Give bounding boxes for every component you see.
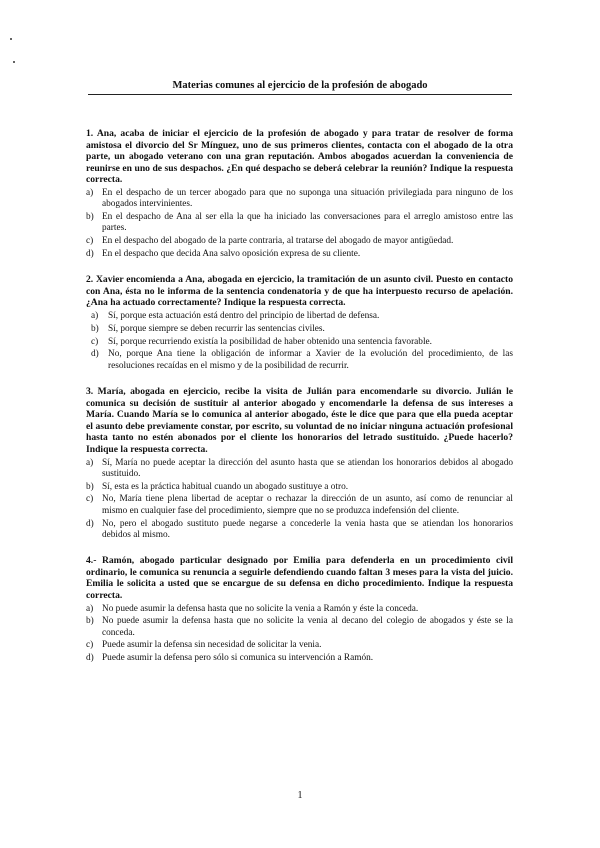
exam-content	[86, 128, 513, 679]
question-stem: 2. Xavier encomienda a Ana, abogada en ejercicio, la tramitación de un asunto civil. Puesto en contacto con Ana, ésta no le informa de la sentencia condenatoria y de que ha interpuesto recurso de apelación. ¿Ana ha actuado correctamente? Indique la respuesta correcta.	[86, 274, 513, 309]
answer-option-b	[86, 212, 513, 235]
option-text: En el despacho de un tercer abogado para que no suponga una situación privilegiada para ninguno de los abogados intervinientes.	[102, 187, 513, 210]
option-text: En el despacho que decida Ana salvo oposición expresa de su cliente.	[102, 248, 361, 259]
option-text: No, María tiene plena libertad de aceptar o rechazar la dirección de un asunto, así como de renunciar al mismo en cualquier fase del procedimiento, siempre que no se produzca indefensión del cliente.	[102, 494, 513, 516]
answer-option-c	[86, 494, 513, 517]
answer-option-c	[86, 640, 513, 651]
answer-options	[86, 311, 513, 372]
option-text: Sí, porque recurriendo existía la posibilidad de haber obtenido una sentencia favorable.	[108, 336, 432, 347]
option-text: Puede asumir la defensa pero sólo si comunica su intervención a Ramón.	[102, 653, 374, 664]
answer-option-b	[86, 616, 513, 639]
answer-option-b	[86, 324, 513, 335]
option-letter: b)	[86, 481, 94, 492]
option-letter: b)	[91, 323, 99, 334]
option-text: No, porque Ana tiene la obligación de informar a Xavier de la evolución del procedimiento, de las resoluciones recaídas en el mismo y de la posibilidad de recurrir.	[108, 349, 513, 371]
option-letter: d)	[91, 349, 99, 360]
option-letter: d)	[86, 653, 94, 664]
answer-option-a	[86, 311, 513, 322]
option-text: En el despacho del abogado de la parte contraria, al tratarse del abogado de mayor antigüedad.	[102, 236, 454, 247]
answer-options	[86, 604, 513, 665]
option-text: Puede asumir la defensa sin necesidad de solicitar la venia.	[102, 640, 322, 651]
scan-speck	[10, 38, 12, 40]
answer-option-d	[86, 249, 513, 260]
option-letter: c)	[86, 494, 94, 505]
option-letter: d)	[86, 248, 94, 259]
page-header-title: Materias comunes al ejercicio de la profesión de abogado	[172, 80, 428, 91]
option-letter: b)	[86, 212, 94, 223]
option-letter: b)	[86, 616, 94, 627]
option-text: Sí, María no puede aceptar la dirección del asunto hasta que se atiendan los honorarios debidos al abogado sustituido.	[102, 457, 513, 479]
option-letter: d)	[86, 518, 94, 529]
answer-option-b	[86, 482, 513, 493]
option-letter: a)	[91, 311, 99, 322]
question-3	[86, 386, 513, 541]
answer-option-d	[86, 519, 513, 542]
answer-option-a	[86, 188, 513, 211]
scan-speck	[13, 61, 15, 63]
option-letter: a)	[86, 187, 94, 198]
option-letter: a)	[86, 457, 94, 468]
answer-option-a	[86, 604, 513, 615]
option-letter: c)	[91, 336, 99, 347]
header-divider	[88, 94, 512, 95]
option-letter: c)	[86, 236, 94, 247]
answer-option-c	[86, 337, 513, 348]
page-number: 1	[297, 790, 303, 801]
question-stem: 3. María, abogada en ejercicio, recibe la visita de Julián para encomendarle su divorcio. Julián le comunica su decisión de sustituir al anterior abogado y encomendarle la defensa de sus intereses a María. Cuando María se lo comunica al anterior abogado, éste le dice que para que ella pueda aceptar el asunto debe previamente constar, por escrito, su voluntad de no iniciar ninguna actuación profesional hasta tanto no estén abonados por el cliente los honorarios del letrado sustituido. ¿Puede hacerlo? Indique la respuesta correcta.	[86, 386, 513, 455]
question-1	[86, 128, 513, 260]
answer-options	[86, 458, 513, 542]
question-4	[86, 555, 513, 664]
option-text: Sí, esta es la práctica habitual cuando un abogado sustituye a otro.	[102, 481, 349, 492]
answer-option-d	[86, 349, 513, 372]
option-letter: c)	[86, 640, 94, 651]
option-text: En el despacho de Ana al ser ella la que ha iniciado las conversaciones para el arreglo amistoso entre las partes.	[102, 212, 513, 234]
option-text: Sí, porque esta actuación está dentro del principio de libertad de defensa.	[108, 311, 380, 322]
answer-option-d	[86, 653, 513, 664]
question-stem: 4.- Ramón, abogado particular designado por Emilia para defenderla en un procedimiento civil ordinario, le comunica su renuncia a seguirle defendiendo cuando faltan 3 meses para la vista del juicio. Emilia le solicita a usted que se encargue de su defensa en dicho procedimiento. Indique la respuesta correcta.	[86, 555, 513, 601]
option-text: Sí, porque siempre se deben recurrir las sentencias civiles.	[108, 323, 325, 334]
answer-option-c	[86, 236, 513, 247]
option-text: No puede asumir la defensa hasta que no solicite la venia a Ramón y éste la conceda.	[102, 603, 419, 614]
option-letter: a)	[86, 603, 94, 614]
question-stem: 1. Ana, acaba de iniciar el ejercicio de la profesión de abogado y para tratar de resolver de forma amistosa el divorcio del Sr Mínguez, uno de sus primeros clientes, contacta con el abogado de la otra parte, un abogado veterano con una gran reputación. Ambos abogados acuerdan la conveniencia de reunirse en uno de sus despachos. ¿En qué despacho se deberá celebrar la reunión? Indique la respuesta correcta.	[86, 128, 513, 186]
option-text: No, pero el abogado sustituto puede negarse a concederle la venia hasta que se atiendan los honorarios debidos al mismo.	[102, 518, 513, 540]
answer-option-a	[86, 458, 513, 481]
question-2	[86, 274, 513, 372]
option-text: No puede asumir la defensa hasta que no solicite la venia al decano del colegio de abogados y éste se la conceda.	[102, 616, 513, 638]
answer-options	[86, 188, 513, 260]
